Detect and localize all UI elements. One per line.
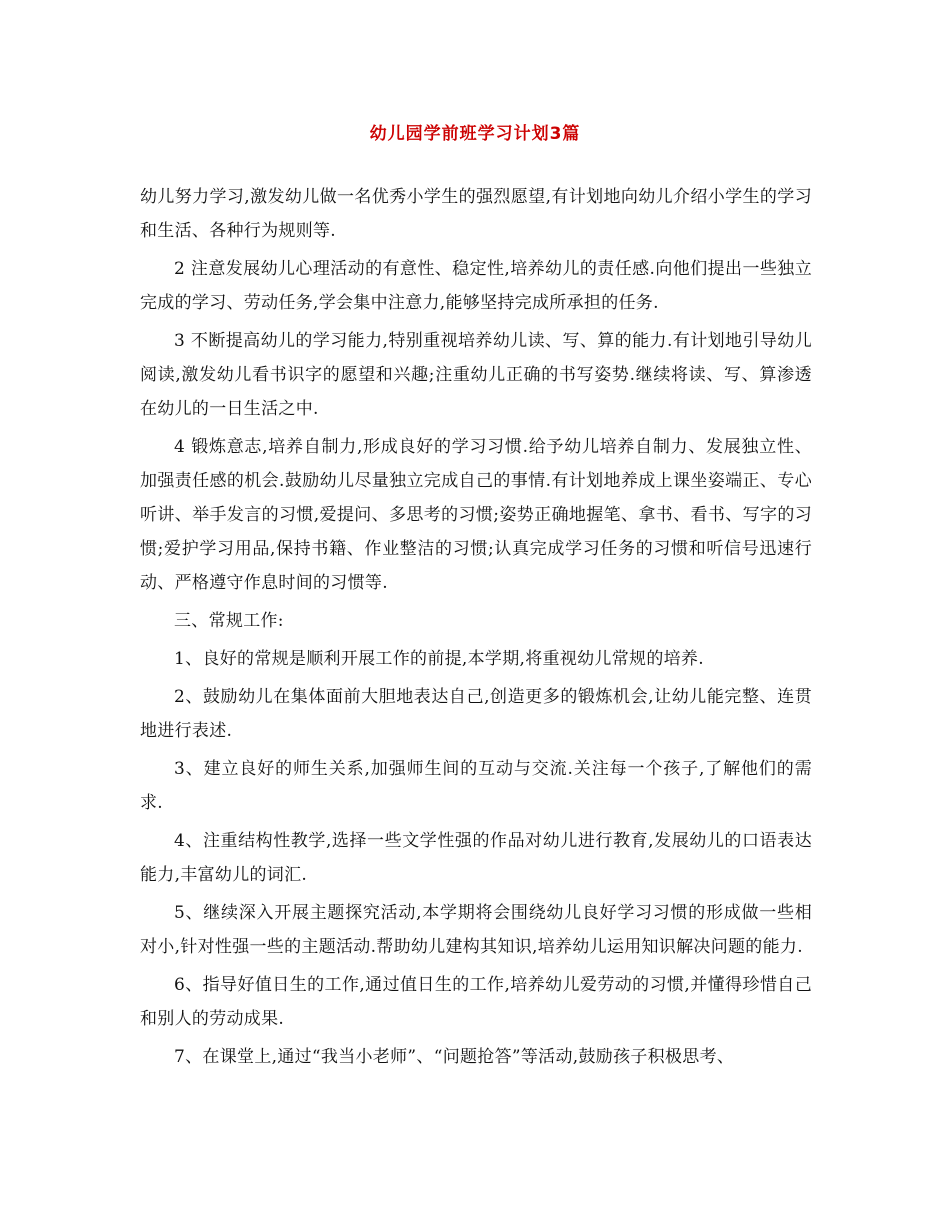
- list-item-4: 4、注重结构性教学,选择一些文学性强的作品对幼儿进行教育,发展幼儿的口语表达能力,丰富幼儿的词汇.: [140, 831, 812, 885]
- paragraph-4: 4 锻炼意志,培养自制力,形成良好的学习习惯.给予幼儿培养自制力、发展独立性、加强责任感的机会.鼓励幼儿尽量独立完成自己的事情.有计划地养成上课坐姿端正、专心听讲、举手发言的习惯,爱提问、多思考的习惯;姿势正确地握笔、拿书、看书、写字的习惯;爱护学习用品,保持书籍、作业整洁的习惯;认真完成学习任务的习惯和听信号迅速行动、严格遵守作息时间的习惯等.: [140, 437, 812, 593]
- section-heading-routine-work: 三、常规工作:: [174, 611, 284, 631]
- list-item-7: 7、在课堂上,通过“我当小老师”、“问题抢答”等活动,鼓励孩子积极思考、: [174, 1047, 735, 1067]
- list-item-1: 1、良好的常规是顺利开展工作的前提,本学期,将重视幼儿常规的培养.: [174, 649, 704, 669]
- document-title: 幼儿园学前班学习计划3篇: [369, 124, 581, 144]
- paragraph-2: 2 注意发展幼儿心理活动的有意性、稳定性,培养幼儿的责任感.向他们提出一些独立完成的学习、劳动任务,学会集中注意力,能够坚持完成所承担的任务.: [140, 259, 812, 313]
- document-body: [140, 180, 812, 1074]
- paragraph-3: 3 不断提高幼儿的学习能力,特别重视培养幼儿读、写、算的能力.有计划地引导幼儿阅读,激发幼儿看书识字的愿望和兴趣;注重幼儿正确的书写姿势.继续将读、写、算渗透在幼儿的一日生活之中.: [140, 331, 812, 419]
- list-item-5: 5、继续深入开展主题探究活动,本学期将会围绕幼儿良好学习习惯的形成做一些相对小,针对性强一些的主题活动.帮助幼儿建构其知识,培养幼儿运用知识解决问题的能力.: [140, 903, 812, 957]
- list-item-6: 6、指导好值日生的工作,通过值日生的工作,培养幼儿爱劳动的习惯,并懂得珍惜自己和别人的劳动成果.: [140, 975, 812, 1029]
- list-item-2: 2、鼓励幼儿在集体面前大胆地表达自己,创造更多的锻炼机会,让幼儿能完整、连贯地进行表述.: [140, 687, 812, 741]
- paragraph-1: 幼儿努力学习,激发幼儿做一名优秀小学生的强烈愿望,有计划地向幼儿介绍小学生的学习和生活、各种行为规则等.: [140, 187, 812, 241]
- list-item-3: 3、建立良好的师生关系,加强师生间的互动与交流.关注每一个孩子,了解他们的需求.: [140, 759, 812, 813]
